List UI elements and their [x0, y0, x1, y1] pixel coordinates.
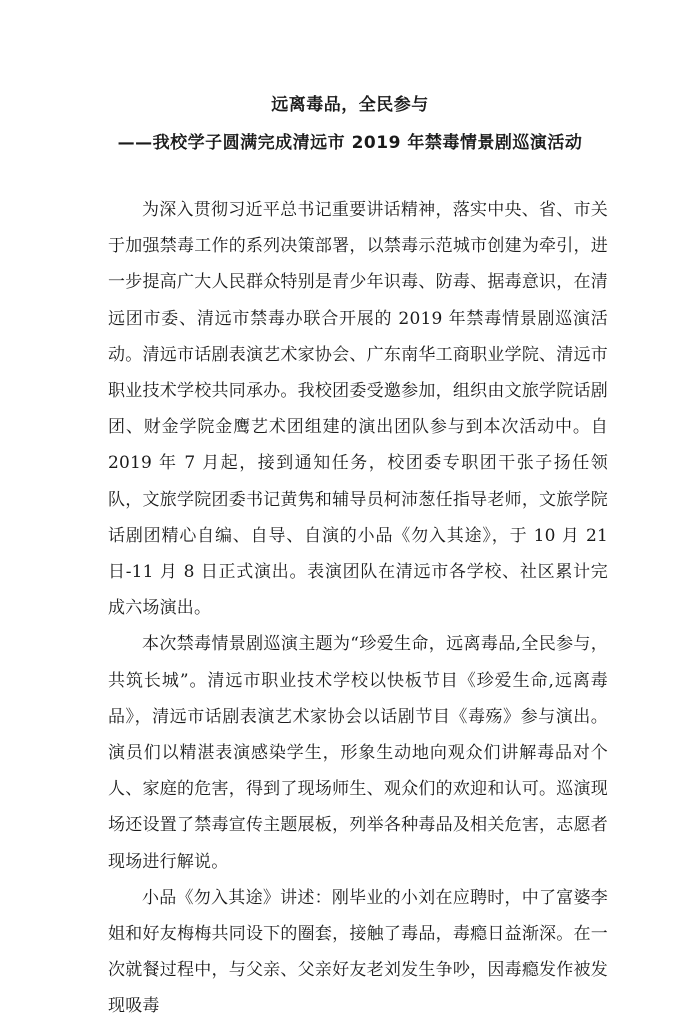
paragraph-3: 小品《勿入其途》讲述：刚毕业的小刘在应聘时，中了富婆李姐和好友梅梅共同设下的圈套，接触了毒品，毒瘾日益渐深。在一次就餐过程中，与父亲、父亲好友老刘发生争吵，因毒瘾发作被发现吸毒: [108, 887, 608, 1017]
document-body: [108, 192, 608, 1025]
paragraph-2: 本次禁毒情景剧巡演主题为“珍爱生命，远离毒品,全民参与，共筑长城”。清远市职业技术学校以快板节目《珍爱生命,远离毒品》，清远市话剧表演艺术家协会以话剧节目《毒殇》参与演出。演员们以精湛表演感染学生，形象生动地向观众们讲解毒品对个人、家庭的危害，得到了现场师生、观众们的欢迎和认可。巡演现场还设置了禁毒宣传主题展板，列举各种毒品及相关危害，志愿者现场进行解说。: [108, 634, 608, 872]
document-subtitle: ——我校学子圆满完成清远市 2019 年禁毒情景剧巡演活动: [117, 133, 583, 153]
paragraph-1: 为深入贯彻习近平总书记重要讲话精神，落实中央、省、市关于加强禁毒工作的系列决策部署，以禁毒示范城市创建为牵引，进一步提高广大人民群众特别是青少年识毒、防毒、据毒意识，在清远团市委、清远市禁毒办联合开展的 2019 年禁毒情景剧巡演活动。清远市话剧表演艺术家协会、广东南华工商职业学院、清远市职业技术学校共同承办。我校团委受邀参加，组织由文旅学院话剧团、财金学院金鹰艺术团组建的演出团队参与到本次活动中。自 2019 年 7 月起，接到通知任务，校团委专职团干张子扬任领队，文旅学院团委书记黄隽和辅导员柯沛葱任指导老师，文旅学院话剧团精心自编、自导、自演的小品《勿入其途》，于 10 月 21 日-11 月 8 日正式演出。表演团队在清远市各学校、社区累计完成六场演出。: [108, 200, 608, 619]
document-title: 远离毒品，全民参与: [271, 95, 429, 115]
